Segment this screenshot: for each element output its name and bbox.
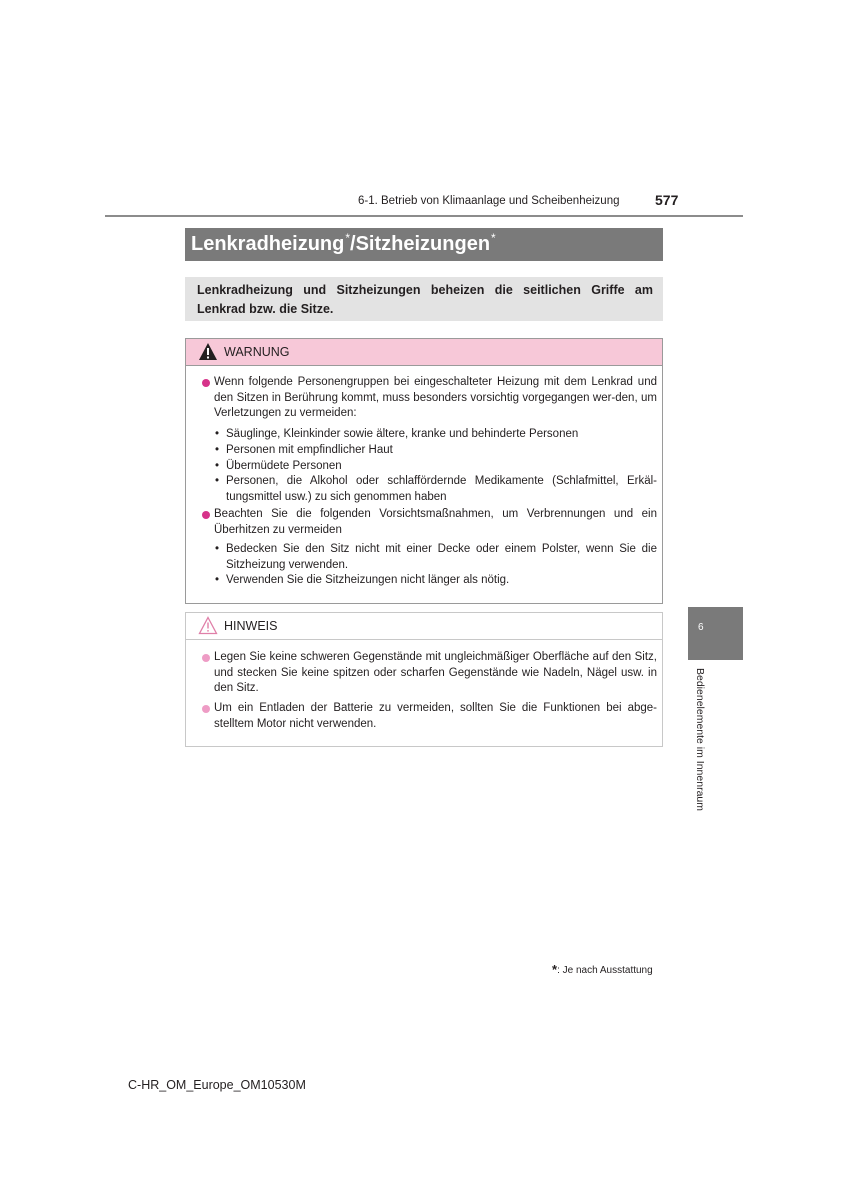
warning-label: WARNUNG: [224, 345, 290, 359]
footnote-asterisk: *: [552, 962, 558, 977]
warning-bullet-2: [214, 507, 657, 538]
warning-triangle-icon: [198, 342, 218, 361]
hint-label: HINWEIS: [224, 619, 278, 633]
chapter-tab: [688, 607, 743, 660]
document-code: C-HR_OM_Europe_OM10530M: [128, 1078, 306, 1092]
bullet-icon: [202, 511, 210, 519]
warning-sub-item: • Bedecken Sie den Sitz nicht mit einer Decke oder einem Polster, wenn Sie die Sitzheizung verwenden.: [226, 542, 657, 573]
title-asterisk-2: *: [491, 231, 496, 245]
caution-triangle-icon: [198, 616, 218, 635]
page-number: 577: [655, 192, 679, 208]
warning-bullet-2-text: Beachten Sie die folgenden Vorsichtsmaßnahmen, um Verbrennungen und ein Überhitzen zu vermeiden: [214, 508, 657, 536]
warning-sub-item: • Personen mit empfindlicher Haut: [226, 443, 657, 459]
hint-bullet-1-text: Legen Sie keine schweren Gegenstände mit ungleichmäßiger Oberfläche auf den Sitz, und stecken Sie keine spitzen oder scharfen Gegenstände wie Nadeln, Nägel usw. in den Sitz.: [214, 651, 657, 694]
bullet-icon: [202, 705, 210, 713]
warning-sub-item: • Personen, die Alkohol oder schlaffördernde Medikamente (Schlafmittel, Erkäl-tungsmittel usw.) zu sich genommen haben: [226, 474, 657, 505]
footnote-text: : Je nach Ausstattung: [557, 965, 653, 976]
running-header: 6-1. Betrieb von Klimaanlage und Scheibenheizung: [358, 195, 620, 207]
chapter-number: 6: [698, 622, 704, 633]
warning-bullet-1: [214, 375, 657, 422]
bullet-icon: [202, 654, 210, 662]
footnote: [552, 962, 653, 977]
section-title-bar: [185, 228, 663, 261]
hint-bullet-2: [214, 701, 657, 732]
warning-bullet-1-text: Wenn folgende Personengruppen bei eingeschalteter Heizung mit dem Lenkrad und den Sitzen in Berührung kommt, muss besonders vorsichtig vorgegangen wer-den, um Verletzungen zu vermeiden:: [214, 376, 657, 419]
hint-bullet-1: [214, 650, 657, 697]
title-part-2: /Sitzheizungen: [350, 233, 491, 255]
title-asterisk-1: *: [345, 231, 351, 245]
header-rule: [105, 215, 743, 217]
bullet-icon: [202, 379, 210, 387]
warning-sub-item: • Verwenden Sie die Sitzheizungen nicht länger als nötig.: [226, 573, 657, 589]
intro-box: [185, 277, 663, 321]
hint-box: [185, 612, 663, 747]
warning-sub-item: • Übermüdete Personen: [226, 459, 657, 475]
intro-text: Lenkradheizung und Sitzheizungen beheizen die seitlichen Griffe am Lenkrad bzw. die Sitze.: [197, 283, 653, 316]
warning-box: [185, 338, 663, 604]
chapter-title-vertical: Bedienelemente im Innenraum: [694, 668, 706, 812]
title-part-1: Lenkradheizung: [191, 233, 345, 255]
section-title: [191, 231, 496, 256]
hint-bullet-2-text: Um ein Entladen der Batterie zu vermeiden, sollten Sie die Funktionen bei abge-stelltem Motor nicht verwenden.: [214, 702, 657, 730]
warning-sub-item: • Säuglinge, Kleinkinder sowie ältere, kranke und behinderte Personen: [226, 427, 657, 443]
hint-header: [186, 613, 662, 640]
warning-header: [186, 339, 662, 366]
